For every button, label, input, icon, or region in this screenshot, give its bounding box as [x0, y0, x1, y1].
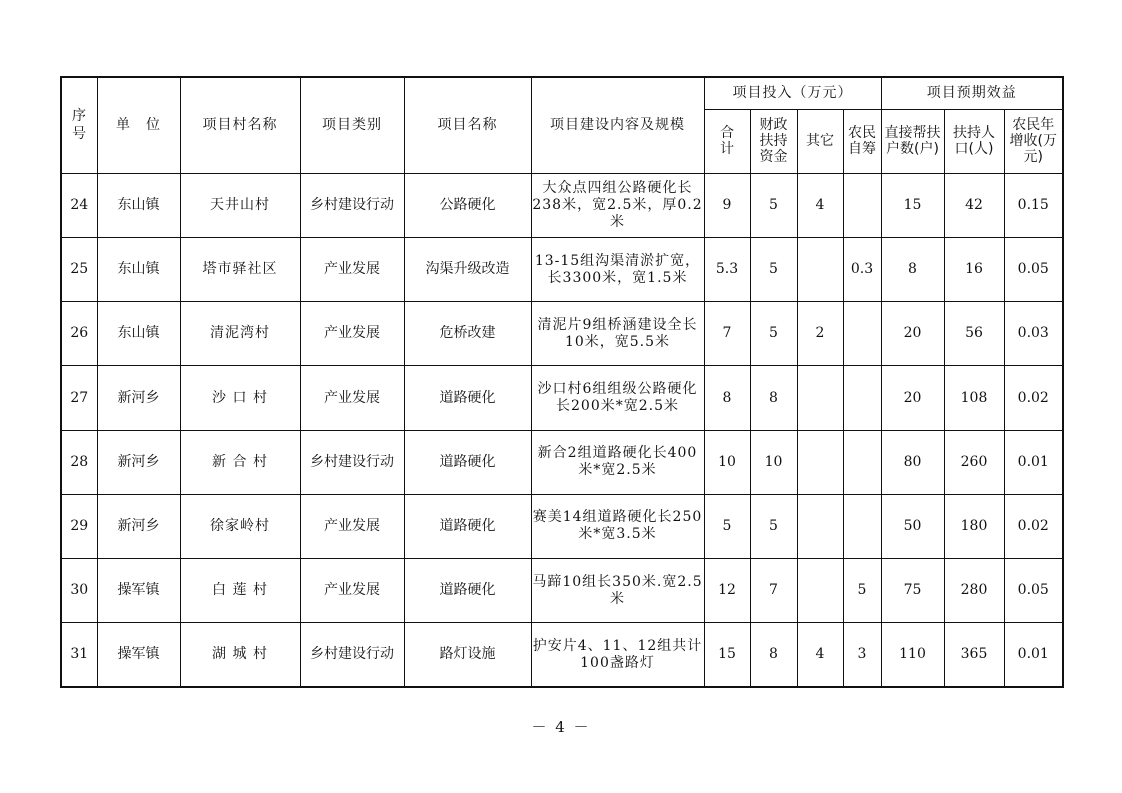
table-row	[61, 173, 1063, 237]
cell-other	[797, 494, 843, 558]
cell-category: 乡村建设行动	[300, 173, 404, 237]
cell-population: 56	[944, 302, 1004, 366]
cell-other: 2	[797, 302, 843, 366]
header-population: 扶持人口(人)	[944, 109, 1004, 173]
cell-total: 10	[704, 430, 750, 494]
cell-income: 0.05	[1004, 238, 1063, 302]
cell-category: 产业发展	[300, 494, 404, 558]
cell-other: 4	[797, 623, 843, 687]
header-benefit: 项目预期效益	[881, 77, 1063, 109]
cell-farmer	[843, 302, 881, 366]
header-content: 项目建设内容及规模	[531, 77, 704, 173]
cell-project-name: 公路硬化	[404, 173, 531, 237]
cell-content: 大众点四组公路硬化长238米，宽2.5米，厚0.2米	[531, 173, 704, 237]
cell-fiscal: 8	[750, 366, 797, 430]
cell-population: 42	[944, 173, 1004, 237]
cell-farmer: 0.3	[843, 238, 881, 302]
header-households: 直接帮扶户数(户)	[881, 109, 944, 173]
table-row	[61, 494, 1063, 558]
cell-households: 20	[881, 366, 944, 430]
cell-village: 徐家岭村	[180, 494, 300, 558]
cell-village: 清泥湾村	[180, 302, 300, 366]
cell-seq: 30	[61, 559, 97, 623]
header-village: 项目村名称	[180, 77, 300, 173]
table-row	[61, 238, 1063, 302]
cell-population: 280	[944, 559, 1004, 623]
cell-content: 赛美14组道路硬化长250米*宽3.5米	[531, 494, 704, 558]
cell-population: 108	[944, 366, 1004, 430]
header-category: 项目类别	[300, 77, 404, 173]
cell-households: 110	[881, 623, 944, 687]
cell-unit: 东山镇	[97, 302, 180, 366]
cell-project-name: 道路硬化	[404, 494, 531, 558]
cell-other	[797, 238, 843, 302]
cell-total: 15	[704, 623, 750, 687]
cell-households: 75	[881, 559, 944, 623]
header-project-name: 项目名称	[404, 77, 531, 173]
header-total: 合计	[704, 109, 750, 173]
cell-total: 9	[704, 173, 750, 237]
cell-other	[797, 430, 843, 494]
cell-farmer	[843, 366, 881, 430]
header-other: 其它	[797, 109, 843, 173]
cell-village: 新 合 村	[180, 430, 300, 494]
cell-income: 0.03	[1004, 302, 1063, 366]
cell-total: 5	[704, 494, 750, 558]
cell-income: 0.02	[1004, 494, 1063, 558]
table-row	[61, 559, 1063, 623]
cell-other	[797, 559, 843, 623]
cell-fiscal: 5	[750, 173, 797, 237]
cell-other: 4	[797, 173, 843, 237]
header-farmer: 农民自筹	[843, 109, 881, 173]
cell-unit: 新河乡	[97, 430, 180, 494]
cell-village: 沙 口 村	[180, 366, 300, 430]
header-unit: 单 位	[97, 77, 180, 173]
table-row	[61, 623, 1063, 687]
cell-fiscal: 5	[750, 302, 797, 366]
cell-population: 16	[944, 238, 1004, 302]
cell-population: 180	[944, 494, 1004, 558]
cell-total: 5.3	[704, 238, 750, 302]
table-row	[61, 366, 1063, 430]
cell-project-name: 道路硬化	[404, 366, 531, 430]
cell-total: 8	[704, 366, 750, 430]
cell-unit: 新河乡	[97, 494, 180, 558]
cell-unit: 东山镇	[97, 238, 180, 302]
cell-households: 20	[881, 302, 944, 366]
cell-income: 0.05	[1004, 559, 1063, 623]
cell-fiscal: 8	[750, 623, 797, 687]
cell-category: 产业发展	[300, 302, 404, 366]
cell-fiscal: 7	[750, 559, 797, 623]
project-table	[60, 76, 1064, 688]
cell-unit: 东山镇	[97, 173, 180, 237]
table-row	[61, 302, 1063, 366]
table-row	[61, 430, 1063, 494]
header-income: 农民年增收(万元)	[1004, 109, 1063, 173]
cell-unit: 新河乡	[97, 366, 180, 430]
cell-content: 清泥片9组桥涵建设全长10米，宽5.5米	[531, 302, 704, 366]
cell-seq: 25	[61, 238, 97, 302]
cell-content: 马蹄10组长350米.宽2.5米	[531, 559, 704, 623]
cell-project-name: 道路硬化	[404, 430, 531, 494]
cell-seq: 28	[61, 430, 97, 494]
cell-content: 新合2组道路硬化长400米*宽2.5米	[531, 430, 704, 494]
cell-total: 12	[704, 559, 750, 623]
header-seq: 序号	[61, 77, 97, 173]
cell-project-name: 危桥改建	[404, 302, 531, 366]
cell-village: 白 莲 村	[180, 559, 300, 623]
cell-content: 护安片4、11、12组共计100盏路灯	[531, 623, 704, 687]
cell-farmer: 5	[843, 559, 881, 623]
cell-farmer: 3	[843, 623, 881, 687]
cell-population: 365	[944, 623, 1004, 687]
cell-category: 产业发展	[300, 366, 404, 430]
cell-unit: 操军镇	[97, 559, 180, 623]
cell-farmer	[843, 430, 881, 494]
cell-seq: 31	[61, 623, 97, 687]
cell-category: 乡村建设行动	[300, 430, 404, 494]
cell-households: 8	[881, 238, 944, 302]
cell-category: 乡村建设行动	[300, 623, 404, 687]
cell-village: 塔市驿社区	[180, 238, 300, 302]
cell-income: 0.02	[1004, 366, 1063, 430]
cell-fiscal: 5	[750, 238, 797, 302]
cell-farmer	[843, 173, 881, 237]
cell-seq: 24	[61, 173, 97, 237]
cell-population: 260	[944, 430, 1004, 494]
cell-other	[797, 366, 843, 430]
cell-project-name: 道路硬化	[404, 559, 531, 623]
header-row-1	[61, 77, 1063, 109]
cell-seq: 29	[61, 494, 97, 558]
header-investment: 项目投入（万元）	[704, 77, 881, 109]
cell-income: 0.01	[1004, 623, 1063, 687]
cell-total: 7	[704, 302, 750, 366]
cell-fiscal: 5	[750, 494, 797, 558]
cell-households: 50	[881, 494, 944, 558]
cell-income: 0.01	[1004, 430, 1063, 494]
cell-households: 80	[881, 430, 944, 494]
cell-category: 产业发展	[300, 559, 404, 623]
cell-category: 产业发展	[300, 238, 404, 302]
cell-income: 0.15	[1004, 173, 1063, 237]
cell-seq: 27	[61, 366, 97, 430]
cell-content: 沙口村6组组级公路硬化长200米*宽2.5米	[531, 366, 704, 430]
cell-households: 15	[881, 173, 944, 237]
cell-village: 湖 城 村	[180, 623, 300, 687]
cell-fiscal: 10	[750, 430, 797, 494]
cell-content: 13-15组沟渠清淤扩宽，长3300米，宽1.5米	[531, 238, 704, 302]
header-fiscal: 财政扶持资金	[750, 109, 797, 173]
cell-farmer	[843, 494, 881, 558]
cell-unit: 操军镇	[97, 623, 180, 687]
cell-project-name: 路灯设施	[404, 623, 531, 687]
cell-village: 天井山村	[180, 173, 300, 237]
cell-project-name: 沟渠升级改造	[404, 238, 531, 302]
page-number: － 4 －	[531, 718, 591, 736]
cell-seq: 26	[61, 302, 97, 366]
